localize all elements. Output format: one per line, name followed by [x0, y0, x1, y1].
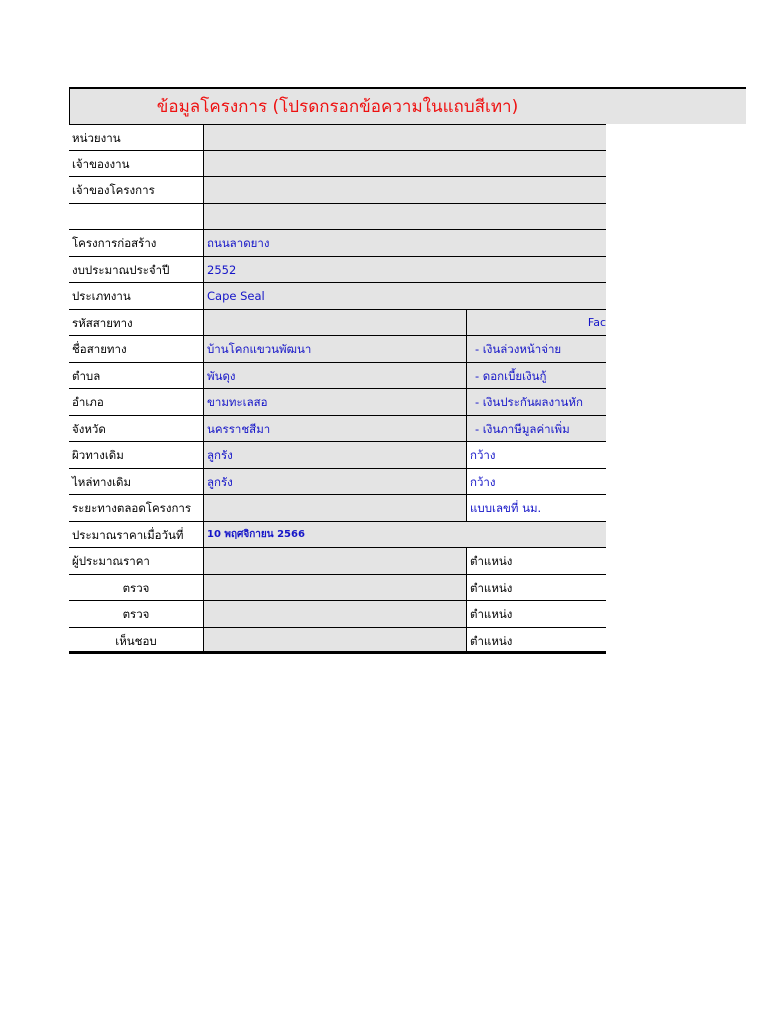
checker-1-position-label: ตำแหน่ง — [467, 575, 606, 601]
row-orig-shoulder — [69, 469, 606, 496]
checker-1-field[interactable] — [204, 575, 467, 601]
estimator-position-label: ตำแหน่ง — [467, 548, 606, 574]
project-owner-field[interactable] — [204, 177, 606, 203]
row-agency — [69, 124, 606, 151]
subdistrict-field[interactable]: พันดุง — [204, 363, 467, 389]
row-blank — [69, 204, 606, 231]
orig-shoulder-field[interactable]: ลูกรัง — [204, 469, 467, 495]
estimate-date-label: ประมาณราคาเมื่อวันที่ — [69, 522, 204, 548]
row-checker-2 — [69, 601, 606, 628]
title-bar — [69, 87, 746, 124]
checker-2-field[interactable] — [204, 601, 467, 627]
row-budget-year — [69, 257, 606, 284]
form-grid — [69, 124, 606, 654]
estimate-date-field[interactable]: 10 พฤศจิกายน 2566 — [204, 522, 606, 548]
subdistrict-label: ตำบล — [69, 363, 204, 389]
province-label: จังหวัด — [69, 416, 204, 442]
route-name-field[interactable]: บ้านโคกแขวนพัฒนา — [204, 336, 467, 362]
row-job-owner — [69, 151, 606, 178]
district-field[interactable]: ขามทะเลสอ — [204, 389, 467, 415]
budget-year-field[interactable]: 2552 — [204, 257, 606, 283]
approver-position-label: ตำแหน่ง — [467, 628, 606, 654]
row-province — [69, 416, 606, 443]
bottom-border — [69, 651, 606, 653]
agency-label: หน่วยงาน — [69, 125, 204, 150]
project-field[interactable]: ถนนลาดยาง — [204, 230, 606, 256]
row-work-type — [69, 283, 606, 310]
work-type-field[interactable]: Cape Seal — [204, 283, 606, 309]
length-field[interactable] — [204, 495, 467, 521]
row-estimator — [69, 548, 606, 575]
advance-payment-label: - เงินล่วงหน้าจ่าย — [467, 336, 606, 362]
row-district — [69, 389, 606, 416]
route-code-field[interactable] — [204, 310, 467, 336]
row-estimate-date — [69, 522, 606, 549]
row-route-name — [69, 336, 606, 363]
shoulder-width-label: กว้าง — [467, 469, 606, 495]
row-route-code — [69, 310, 606, 337]
checker-2-label: ตรวจ — [69, 601, 204, 627]
estimator-label: ผู้ประมาณราคา — [69, 548, 204, 574]
approver-field[interactable] — [204, 628, 467, 654]
row-orig-surface — [69, 442, 606, 469]
project-owner-label: เจ้าของโครงการ — [69, 177, 204, 203]
checker-2-position-label: ตำแหน่ง — [467, 601, 606, 627]
orig-surface-field[interactable]: ลูกรัง — [204, 442, 467, 468]
budget-year-label: งบประมาณประจำปี — [69, 257, 204, 283]
row-subdistrict — [69, 363, 606, 390]
work-type-label: ประเภทงาน — [69, 283, 204, 309]
row-project-owner — [69, 177, 606, 204]
loan-interest-label: - ดอกเบี้ยเงินกู้ — [467, 363, 606, 389]
orig-surface-label: ผิวทางเดิม — [69, 442, 204, 468]
estimator-field[interactable] — [204, 548, 467, 574]
factor-label: Fac — [467, 310, 606, 336]
blank-field[interactable] — [204, 204, 606, 230]
project-label: โครงการก่อสร้าง — [69, 230, 204, 256]
orig-shoulder-label: ไหล่ทางเดิม — [69, 469, 204, 495]
checker-1-label: ตรวจ — [69, 575, 204, 601]
drawing-number-label: แบบเลขที่ นม. — [467, 495, 606, 521]
sheet-title: ข้อมูลโครงการ (โปรดกรอกข้อความในแถบสีเทา) — [156, 97, 519, 117]
route-name-label: ชื่อสายทาง — [69, 336, 204, 362]
row-checker-1 — [69, 575, 606, 602]
agency-field[interactable] — [204, 125, 606, 150]
job-owner-label: เจ้าของงาน — [69, 151, 204, 177]
surface-width-label: กว้าง — [467, 442, 606, 468]
blank-label — [69, 204, 204, 230]
district-label: อำเภอ — [69, 389, 204, 415]
job-owner-field[interactable] — [204, 151, 606, 177]
province-field[interactable]: นครราชสีมา — [204, 416, 467, 442]
row-project — [69, 230, 606, 257]
approver-label: เห็นชอบ — [69, 628, 204, 654]
row-length — [69, 495, 606, 522]
vat-label: - เงินภาษีมูลค่าเพิ่ม — [467, 416, 606, 442]
performance-guarantee-label: - เงินประกันผลงานหัก — [467, 389, 606, 415]
route-code-label: รหัสสายทาง — [69, 310, 204, 336]
length-label: ระยะทางตลอดโครงการ — [69, 495, 204, 521]
